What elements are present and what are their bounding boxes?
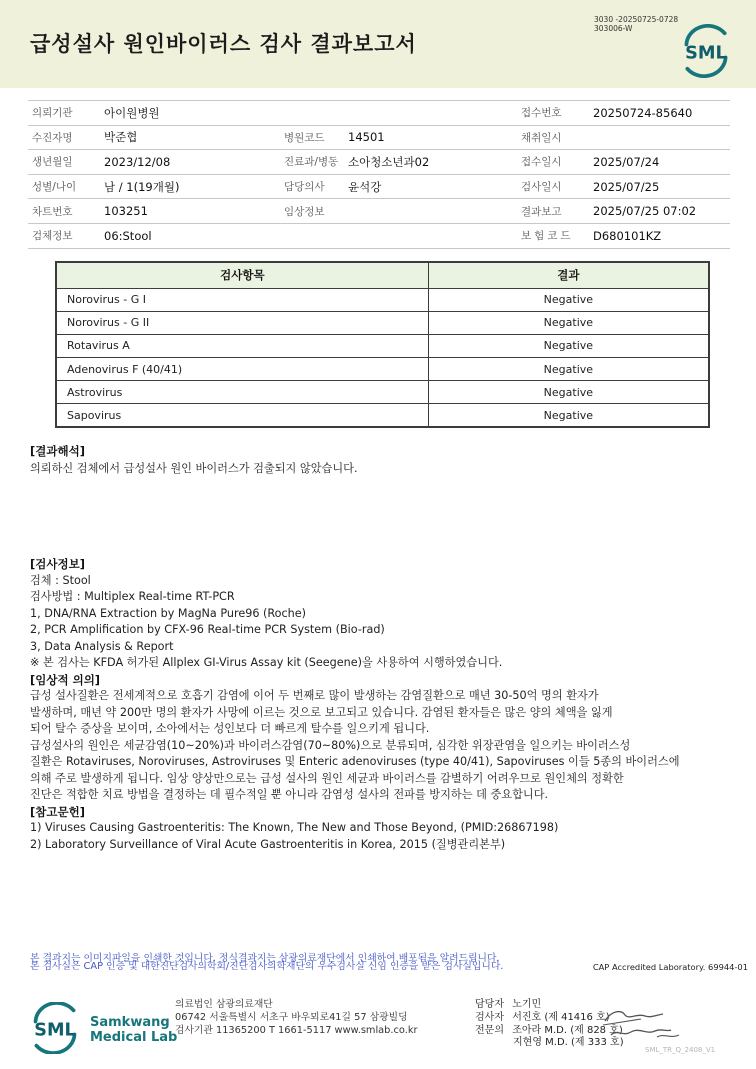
sml-logo-icon [26, 1002, 84, 1058]
signature-scribbles-icon [597, 1005, 712, 1050]
test-info-line: 3, Data Analysis & Report [30, 639, 174, 653]
field-label: 수진자명 [32, 131, 73, 144]
page-title: 급성설사 원인바이러스 검사 결과보고서 [30, 32, 417, 56]
org-name: 의료법인 삼광의료재단 [175, 999, 273, 1010]
field-label: 임상정보 [284, 205, 325, 218]
table-row [56, 404, 709, 427]
signer-name: 노기민 [512, 999, 542, 1010]
field-value: 14501 [348, 130, 385, 145]
field-value: 2025/07/25 [593, 179, 660, 194]
footer-logo [26, 1002, 177, 1058]
test-info-line: 2, PCR Amplification by CFX-96 Real-time PCR System (Bio-rad) [30, 623, 385, 636]
field-label: 생년월일 [32, 156, 73, 169]
test-item: Adenovirus F (40/41) [56, 358, 428, 381]
field-value: 남 / 1(19개월) [104, 179, 180, 194]
footer-logo-name [90, 1015, 177, 1045]
field-label: 접수번호 [521, 107, 562, 120]
test-info-line: 검체 : Stool [30, 573, 91, 587]
results-header-result: 결과 [428, 262, 709, 288]
table-row [56, 334, 709, 357]
patient-info-row [28, 199, 730, 224]
test-item: Norovirus - G II [56, 311, 428, 334]
results-header-row [56, 262, 709, 288]
header-band [0, 0, 756, 88]
field-label: 접수일시 [521, 156, 562, 169]
field-value: 06:Stool [104, 228, 152, 243]
clinical-heading: [임상적 의의] [30, 672, 101, 687]
interpretation-heading: [결과해석] [30, 444, 85, 458]
test-item: Sapovirus [56, 404, 428, 427]
field-label: 결과보고 [521, 205, 562, 218]
references-heading: [참고문헌] [30, 804, 85, 819]
test-info-line: 검사방법 : Multiplex Real-time RT-PCR [30, 590, 235, 603]
table-row [56, 381, 709, 404]
footer-notice-1: 본 결과지는 이미지파일을 인쇄한 것입니다. 정식결과지는 삼광의료재단에서 인쇄하여 배포됨을 알려드립니다. [30, 953, 500, 964]
test-info-heading: [검사정보] [30, 557, 85, 571]
test-result: Negative [428, 358, 709, 381]
footer-notice-2: 본 검사실은 CAP 인증 및 대한진단검사의학회/진단검사의학재단의 우수검사실 신임 인증을 받은 검사실입니다. [30, 961, 504, 972]
patient-info-row [28, 150, 730, 175]
test-item: Norovirus - G I [56, 288, 428, 311]
logo-name-line2: Medical Lab [90, 1030, 178, 1045]
cap-accreditation: CAP Accredited Laboratory. 69944-01 [592, 962, 748, 972]
org-address: 06742 서울특별시 서초구 바우뫼로41길 57 삼광빌딩 [175, 1012, 408, 1023]
results-table [55, 261, 710, 428]
interpretation-section [30, 443, 730, 477]
field-label: 채취일시 [521, 131, 562, 144]
field-label: 보험코드 [521, 230, 574, 243]
field-label: 진료과/병동 [284, 156, 339, 169]
signer-role: 전문의 [475, 1024, 504, 1036]
reference-line: 1) Viruses Causing Gastroenteritis: The Known, The New and Those Beyond, (PMID:26867198) [30, 821, 559, 834]
patient-info-table [28, 100, 730, 249]
test-result: Negative [428, 404, 709, 427]
patient-info-row [28, 101, 730, 126]
field-value: 윤석강 [348, 179, 382, 194]
header-barcode-codes [594, 15, 678, 33]
test-info-line: 1, DNA/RNA Extraction by MagNa Pure96 (Roche) [30, 606, 306, 620]
field-value: 2025/07/25 07:02 [593, 204, 697, 219]
test-result: Negative [428, 311, 709, 334]
field-label: 의뢰기관 [32, 107, 73, 120]
patient-info-row [28, 224, 730, 249]
reference-line: 2) Laboratory Surveillance of Viral Acute Gastroenteritis in Korea, 2015 (질병관리본부) [30, 837, 506, 851]
signer-role: 담당자 [475, 999, 504, 1010]
svg-text:SML: SML [34, 1020, 76, 1041]
header-code-1: 3030 -20250725-0728 [594, 15, 679, 24]
signer-role: 검사자 [475, 1011, 504, 1023]
results-header-item: 검사항목 [56, 262, 428, 288]
svg-text:SML: SML [685, 43, 727, 64]
clinical-line: 의해 주로 발생하게 됩니다. 임상 양상만으로는 급성 설사의 원인 세균과 바이러스를 감별하기 어려우므로 원인체의 정확한 [30, 771, 624, 785]
test-item: Rotavirus A [56, 334, 428, 357]
document-version-code: SML_TR_Q_2408_V1 [645, 1046, 716, 1054]
field-value: 소아청소년과02 [348, 154, 430, 169]
test-result: Negative [428, 288, 709, 311]
field-label: 성별/나이 [32, 181, 77, 194]
field-value: 20250724-85640 [593, 105, 693, 120]
field-value: D680101KZ [593, 228, 662, 243]
field-value: 아이원병원 [104, 105, 160, 120]
field-label: 담당의사 [284, 181, 325, 194]
table-row [56, 358, 709, 381]
clinical-line: 급성 설사질환은 전세계적으로 호흡기 감염에 이어 두 번째로 많이 발생하는 감염질환으로 매년 30-50억 명의 환자가 [30, 689, 599, 702]
logo-name-line1: Samkwang [90, 1015, 170, 1030]
clinical-line: 급성설사의 원인은 세균감염(10~20%)과 바이러스감염(70~80%)으로 분류되며, 심각한 위장관염을 일으키는 바이러스성 [30, 738, 631, 752]
clinical-line: 질환은 Rotaviruses, Noroviruses, Astroviruses 및 Enteric adenoviruses (type 40/41), Sapoviruses 이들 5종의 바이러스에 [30, 755, 680, 768]
test-result: Negative [428, 381, 709, 404]
signer-name: 지현영 M.D. (제 333 호) [513, 1037, 624, 1049]
interpretation-text: 의뢰하신 검체에서 급성설사 원인 바이러스가 검출되지 않았습니다. [30, 462, 358, 475]
organization-info [175, 998, 418, 1037]
patient-info-row [28, 126, 730, 151]
org-contact: 검사기관 11365200 T 1661-5117 www.smlab.co.kr [175, 1025, 418, 1036]
test-result: Negative [428, 334, 709, 357]
field-value: 103251 [104, 204, 148, 219]
signer-name: 조아라 M.D. (제 828 호) [512, 1024, 623, 1036]
field-label: 병원코드 [284, 131, 325, 144]
table-row [56, 288, 709, 311]
clinical-line: 발생하며, 매년 약 200만 명의 환자가 사망에 이르는 것으로 보고되고 있습니다. 감염된 환자들은 많은 양의 체액을 잃게 [30, 705, 613, 719]
field-value: 2023/12/08 [104, 154, 171, 169]
field-label: 검사일시 [521, 181, 562, 194]
clinical-line: 진단은 적합한 치료 방법을 결정하는 데 필수적일 뿐 아니라 감염성 설사의 전파를 방지하는 데 중요합니다. [30, 788, 549, 801]
signer-name: 서진호 (제 41416 호) [512, 1011, 610, 1023]
table-row [56, 311, 709, 334]
field-value: 2025/07/24 [593, 154, 660, 169]
test-info-line: ※ 본 검사는 KFDA 허가된 Allplex GI-Virus Assay kit (Seegene)을 사용하여 시행하였습니다. [30, 656, 503, 669]
header-code-2: 303006-W [594, 24, 633, 33]
field-value: 박준협 [104, 130, 138, 145]
body-sections [30, 556, 736, 853]
field-label: 검체정보 [32, 230, 73, 243]
test-item: Astrovirus [56, 381, 428, 404]
field-label: 차트번호 [32, 205, 73, 218]
clinical-line: 되어 탈수 증상을 보이며, 소아에서는 성인보다 더 빠르게 탈수를 일으키게 됩니다. [30, 722, 430, 735]
sml-logo-icon [678, 24, 734, 78]
patient-info-row [28, 175, 730, 200]
